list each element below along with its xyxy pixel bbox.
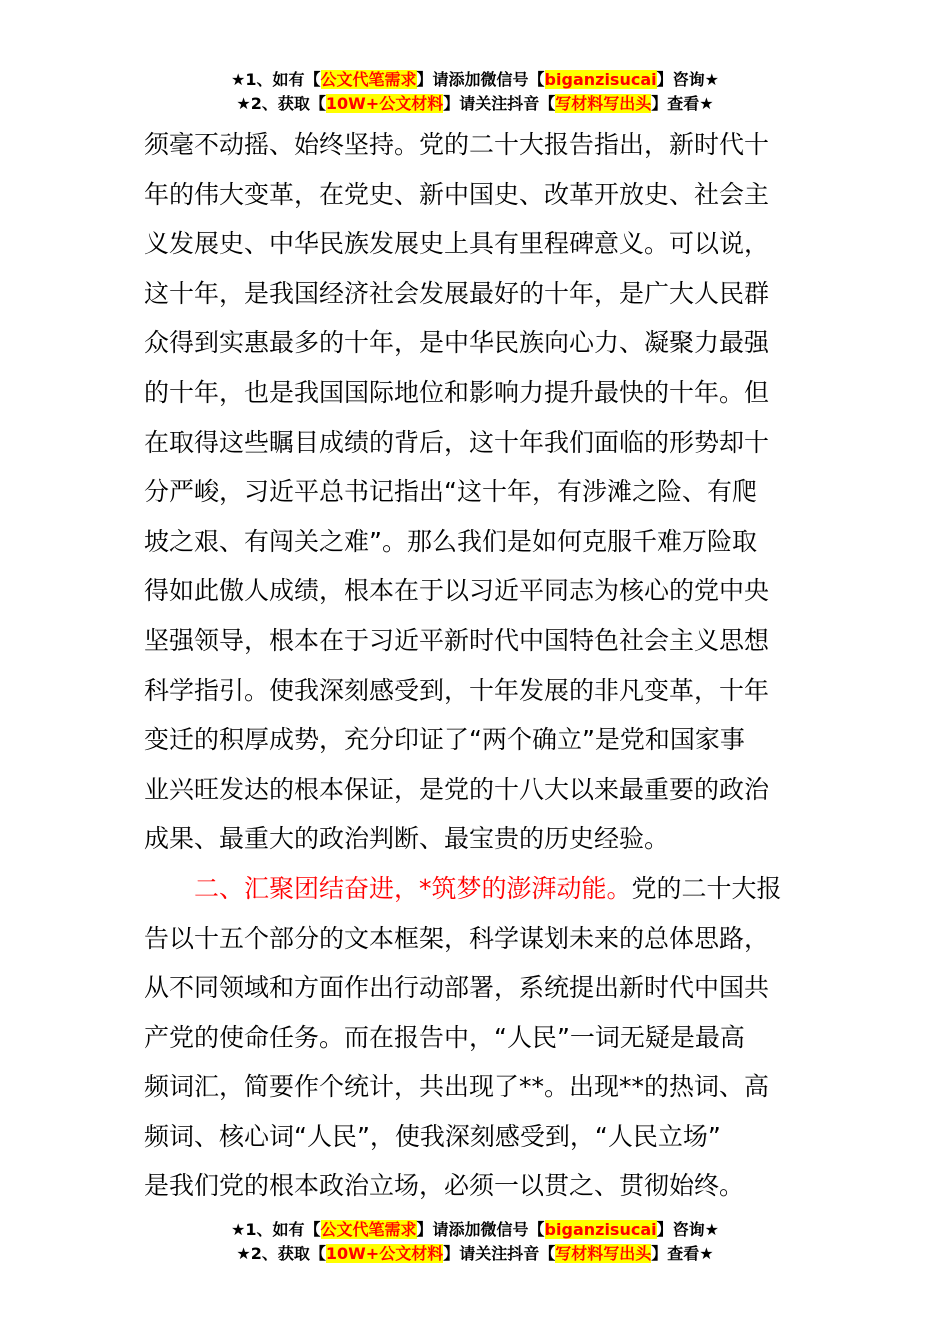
banner-text: 】咨询★ (656, 70, 719, 89)
text-line: 在取得这些瞩目成绩的背后，这十年我们面临的形势却十 (144, 427, 770, 457)
banner-line-2 (0, 1242, 950, 1266)
text-line: 频词、核心词“人民”，使我深刻感受到，“人民立场” (144, 1121, 721, 1151)
banner-line-1 (0, 68, 950, 92)
text-line (144, 864, 804, 914)
text-line: 众得到实惠最多的十年，是中华民族向心力、凝聚力最强 (144, 328, 770, 358)
text-line: 业兴旺发达的根本保证，是党的十八大以来最重要的政治 (144, 774, 770, 804)
banner-text: 】请关注抖音【 (443, 94, 556, 113)
wechat-id-highlight: biganzisucai (544, 1220, 657, 1239)
text-line: 年的伟大变革，在党史、新中国史、改革开放史、社会主 (144, 179, 770, 209)
paragraph-2 (144, 864, 804, 1211)
text-line: 变迁的积厚成势，充分印证了“两个确立”是党和国家事 (144, 725, 745, 755)
banner-text: 】查看★ (651, 1244, 714, 1263)
text-line: 频词汇，简要作个统计，共出现了**。出现**的热词、高 (144, 1072, 770, 1102)
banner-text: ★1、如有【 (231, 70, 321, 89)
banner-highlight: 10W+公文材料 (325, 1244, 444, 1263)
text-line: 须毫不动摇、始终坚持。党的二十大报告指出，新时代十 (144, 130, 770, 159)
header-banner (0, 68, 950, 116)
douyin-account-highlight: 写材料写出头 (555, 94, 652, 113)
section-heading: 二、汇聚团结奋进，*筑梦的澎湃动能。 (194, 873, 632, 903)
text-line: 得如此傲人成绩，根本在于以习近平同志为核心的党中央 (144, 576, 770, 606)
text-line: 这十年，是我国经济社会发展最好的十年，是广大人民群 (144, 278, 770, 308)
text-line: 义发展史、中华民族发展史上具有里程碑意义。可以说， (144, 229, 770, 259)
document-body (144, 120, 804, 1211)
banner-text: 】请添加微信号【 (416, 70, 545, 89)
paragraph-1 (144, 120, 804, 864)
text-line: 坚强领导，根本在于习近平新时代中国特色社会主义思想 (144, 625, 770, 655)
text-line: 是我们党的根本政治立场，必须一以贯之、贯彻始终。 (144, 1171, 745, 1201)
banner-text: 】请关注抖音【 (443, 1244, 556, 1263)
banner-text: ★2、获取【 (236, 1244, 326, 1263)
banner-text: ★2、获取【 (236, 94, 326, 113)
banner-text: 】查看★ (651, 94, 714, 113)
banner-line-1 (0, 1218, 950, 1242)
text-line: 成果、最重大的政治判断、最宝贵的历史经验。 (144, 824, 670, 854)
wechat-id-highlight: biganzisucai (544, 70, 657, 89)
text-line: 的十年，也是我国国际地位和影响力提升最快的十年。但 (144, 377, 770, 407)
banner-text: ★1、如有【 (231, 1220, 321, 1239)
banner-highlight: 公文代笔需求 (320, 1220, 417, 1239)
banner-text: 】咨询★ (656, 1220, 719, 1239)
banner-line-2 (0, 92, 950, 116)
banner-highlight: 10W+公文材料 (325, 94, 444, 113)
text-line: 从不同领域和方面作出行动部署，系统提出新时代中国共 (144, 973, 770, 1003)
banner-text: 】请添加微信号【 (416, 1220, 545, 1239)
footer-banner (0, 1218, 950, 1266)
banner-highlight: 公文代笔需求 (320, 70, 417, 89)
text-line: 科学指引。使我深刻感受到，十年发展的非凡变革，十年 (144, 675, 770, 705)
text-line: 产党的使命任务。而在报告中，“人民”一词无疑是最高 (144, 1022, 745, 1052)
text-line: 分严峻，习近平总书记指出“这十年，有涉滩之险、有爬 (144, 477, 757, 507)
text-run: 党的二十大报 (631, 873, 782, 903)
text-line: 坡之艰、有闯关之难”。那么我们是如何克服千难万险取 (144, 526, 757, 556)
text-line: 告以十五个部分的文本框架，科学谋划未来的总体思路， (144, 923, 770, 953)
douyin-account-highlight: 写材料写出头 (555, 1244, 652, 1263)
